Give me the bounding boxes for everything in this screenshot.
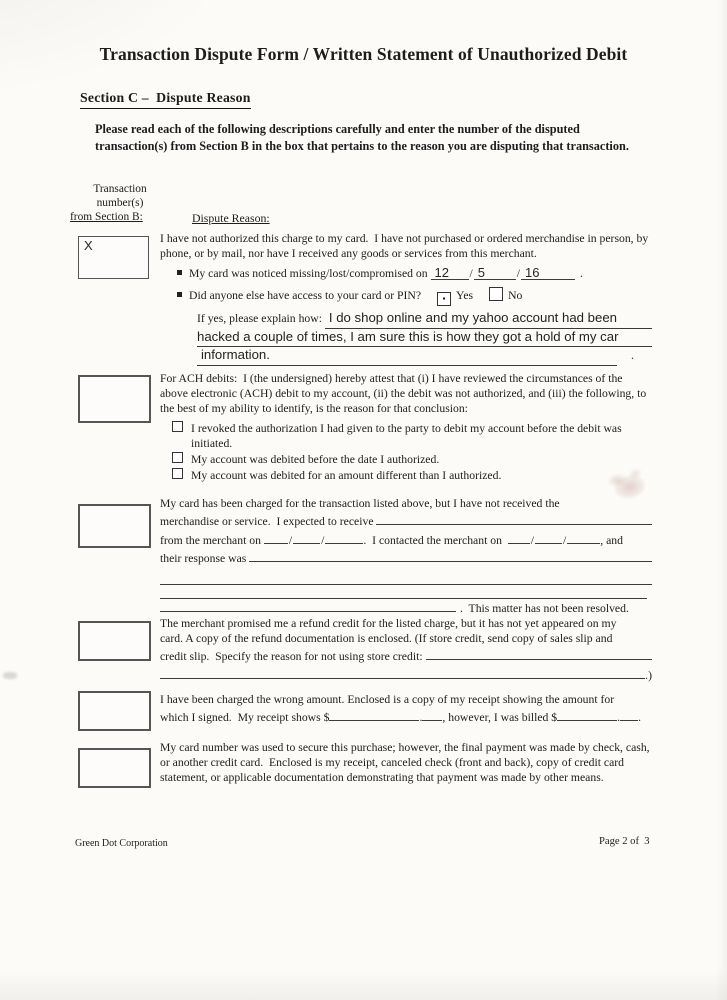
reason-2 <box>160 371 652 483</box>
reason-1-bullet-1 <box>177 266 652 281</box>
transaction-number-box-1[interactable] <box>78 236 149 279</box>
reason-4-line-4 <box>160 665 652 683</box>
explain-line-3 <box>197 347 652 366</box>
explain-answer-line-1[interactable]: I do shop online and my yahoo account had been <box>325 310 652 329</box>
explain-line-1 <box>197 310 652 329</box>
card-missing-label: My card was noticed missing/lost/compromised on <box>189 267 431 280</box>
ach-option-2-label: My account was debited before the date I authorized. <box>191 453 440 466</box>
page-title: Transaction Dispute Form / Written Statement of Unauthorized Debit <box>99 44 628 64</box>
footer-company: Green Dot Corporation <box>75 838 168 849</box>
reason-5 <box>160 692 652 725</box>
contact-date-year-field[interactable] <box>567 530 600 544</box>
store-credit-label: credit slip. Specify the reason for not using store credit: <box>160 650 426 664</box>
merchant-date-label: from the merchant on <box>160 533 264 547</box>
contact-date-month-field[interactable] <box>508 530 530 544</box>
merchant-response-field-1[interactable] <box>249 548 652 562</box>
box4-value <box>80 623 149 624</box>
reason-5-line-1: I have been charged the wrong amount. Enclosed is a copy of my receipt showing the amount for <box>160 693 615 706</box>
transaction-number-box-4[interactable] <box>78 621 151 661</box>
sentence-period: . <box>638 711 641 725</box>
reason-1-text: I have not authorized this charge to my card. I have not purchased or ordered merchandise in person, by phone, or by mail, nor have I received any goods or services from this merchant. <box>160 232 652 260</box>
checkbox-icon[interactable] <box>172 468 183 479</box>
explain-label: If yes, please explain how: <box>197 312 325 325</box>
reason-4 <box>160 616 652 683</box>
slash: / <box>321 533 325 547</box>
reason-6-text: My card number was used to secure this purchase; however, the final payment was made by check, cash, or another credit card. Enclosed is my receipt, canceled check (front and back), copy of credit card statement, or applicable documentation demonstrating that payment was made by other means. <box>160 741 653 784</box>
receipt-cents-field[interactable] <box>422 707 442 721</box>
and-label: , and <box>600 533 623 547</box>
yes-checkbox[interactable]: ▪ <box>437 292 451 306</box>
reason-1-bullet-2 <box>177 287 652 306</box>
date-year-field[interactable] <box>521 266 575 280</box>
receipt-shows-label: which I signed. My receipt shows $ <box>160 711 330 725</box>
store-credit-reason-field-2[interactable] <box>160 665 645 679</box>
date-slash-1: / <box>469 267 473 280</box>
ach-option-3 <box>160 468 652 483</box>
merchant-date-year-field[interactable] <box>325 530 363 544</box>
reason-3-line-7 <box>160 598 652 616</box>
transaction-number-box-5[interactable] <box>78 691 151 731</box>
no-label: No <box>508 289 523 302</box>
date-month-value: 12 <box>434 265 449 280</box>
contact-date-day-field[interactable] <box>535 530 562 544</box>
receipt-amount-field[interactable] <box>329 707 419 721</box>
checkbox-icon[interactable] <box>172 421 183 432</box>
reason-4-line-3 <box>160 646 652 664</box>
reason-1 <box>160 231 652 366</box>
transaction-header-line1: Transaction <box>93 183 147 195</box>
date-day-field[interactable] <box>474 266 516 280</box>
merchant-date-day-field[interactable] <box>293 530 320 544</box>
box6-value <box>80 750 149 751</box>
reason-3-line-4 <box>160 548 652 566</box>
billed-cents-field[interactable] <box>620 707 638 721</box>
expected-to-receive-label: merchandise or service. I expected to receive <box>160 515 377 529</box>
decimal-point: . <box>617 711 621 725</box>
reason-6 <box>160 741 652 785</box>
reason-2-text: For ACH debits: I (the undersigned) hereby attest that (i) I have reviewed the circumstances of the above electronic (ACH) debit to my account, (ii) the debit was not authorized, and (iii) the following, to the best of my ability to identify, is the reason for that conclusion: <box>160 372 650 415</box>
explain-block <box>197 310 652 366</box>
reason-3-line-2 <box>160 511 652 529</box>
square-bullet-icon <box>177 292 182 297</box>
ach-options <box>160 421 652 483</box>
merchant-response-field-3[interactable] <box>160 585 647 599</box>
not-resolved-label: . This matter has not been resolved. <box>460 602 629 616</box>
transaction-number-header <box>70 183 170 225</box>
explain-line-2 <box>197 329 652 348</box>
contacted-merchant-label: . I contacted the merchant on <box>363 533 508 547</box>
box5-value <box>80 693 149 694</box>
explain-answer-line-3[interactable]: information. <box>197 347 617 366</box>
pin-access-label: Did anyone else have access to your card or PIN? <box>189 289 422 302</box>
ach-option-3-label: My account was debited for an amount different than I authorized. <box>191 469 502 482</box>
intro-paragraph: Please read each of the following descriptions carefully and enter the number of the disputed transaction(s) from Section B in the box that pertains to the reason you are disputing that transaction. <box>95 122 629 153</box>
merchant-response-field-2[interactable] <box>160 566 652 585</box>
scan-smudge <box>3 672 17 679</box>
reason-4-line-2: card. A copy of the refund documentation is enclosed. (If store credit, send copy of sales slip and <box>160 632 613 646</box>
box2-value <box>80 377 149 378</box>
close-paren-label: .) <box>645 668 652 682</box>
transaction-number-box-3[interactable] <box>78 504 151 548</box>
slash: / <box>563 533 567 547</box>
merchant-date-month-field[interactable] <box>264 530 288 544</box>
response-was-label: their response was <box>160 551 250 565</box>
reason-4-line-1: The merchant promised me a refund credit for the listed charge, but it has not yet appeared on my <box>160 617 617 630</box>
footer-page-number: Page 2 of 3 <box>599 836 650 847</box>
square-bullet-icon <box>177 270 182 275</box>
reason-3-line-3 <box>160 530 652 548</box>
bullet1-period: . <box>580 267 583 280</box>
dispute-reason-header: Dispute Reason: <box>192 211 270 225</box>
explain-period: . <box>631 349 634 362</box>
slash: / <box>530 533 535 547</box>
decimal-point: . <box>419 711 423 725</box>
slash: / <box>288 533 293 547</box>
yes-label: Yes <box>456 289 474 302</box>
reason-3-line-1: My card has been charged for the transaction listed above, but I have not received the <box>160 497 560 510</box>
box1-value: X <box>84 238 93 253</box>
billed-label: , however, I was billed $ <box>442 711 558 725</box>
date-day-value: 5 <box>477 265 485 280</box>
date-month-field[interactable] <box>431 266 469 280</box>
date-year-value: 16 <box>525 265 540 280</box>
merchant-response-field-4[interactable] <box>160 598 456 612</box>
transaction-number-box-2[interactable] <box>78 375 151 423</box>
expected-item-field[interactable] <box>376 511 652 525</box>
store-credit-reason-field-1[interactable] <box>426 646 653 660</box>
ach-option-1-label: I revoked the authorization I had given to the party to debit my account before the debit was initiated. <box>191 422 625 450</box>
checkbox-icon[interactable] <box>172 452 183 463</box>
transaction-header-line2: number(s) <box>96 196 144 209</box>
billed-amount-field[interactable] <box>557 707 617 721</box>
no-checkbox[interactable] <box>489 287 503 301</box>
ach-option-1 <box>160 421 652 451</box>
reason-5-line-2 <box>160 707 652 725</box>
transaction-header-line3: from Section B: <box>70 210 143 223</box>
explain-answer-line-2[interactable]: hacked a couple of times, I am sure this is how they got a hold of my car <box>197 329 652 348</box>
box3-value <box>80 506 149 507</box>
reason-3 <box>160 496 652 616</box>
ach-option-2 <box>160 452 652 467</box>
section-heading: Section C – Dispute Reason <box>80 90 251 109</box>
transaction-number-box-6[interactable] <box>78 748 151 788</box>
date-slash-2: / <box>516 267 521 280</box>
